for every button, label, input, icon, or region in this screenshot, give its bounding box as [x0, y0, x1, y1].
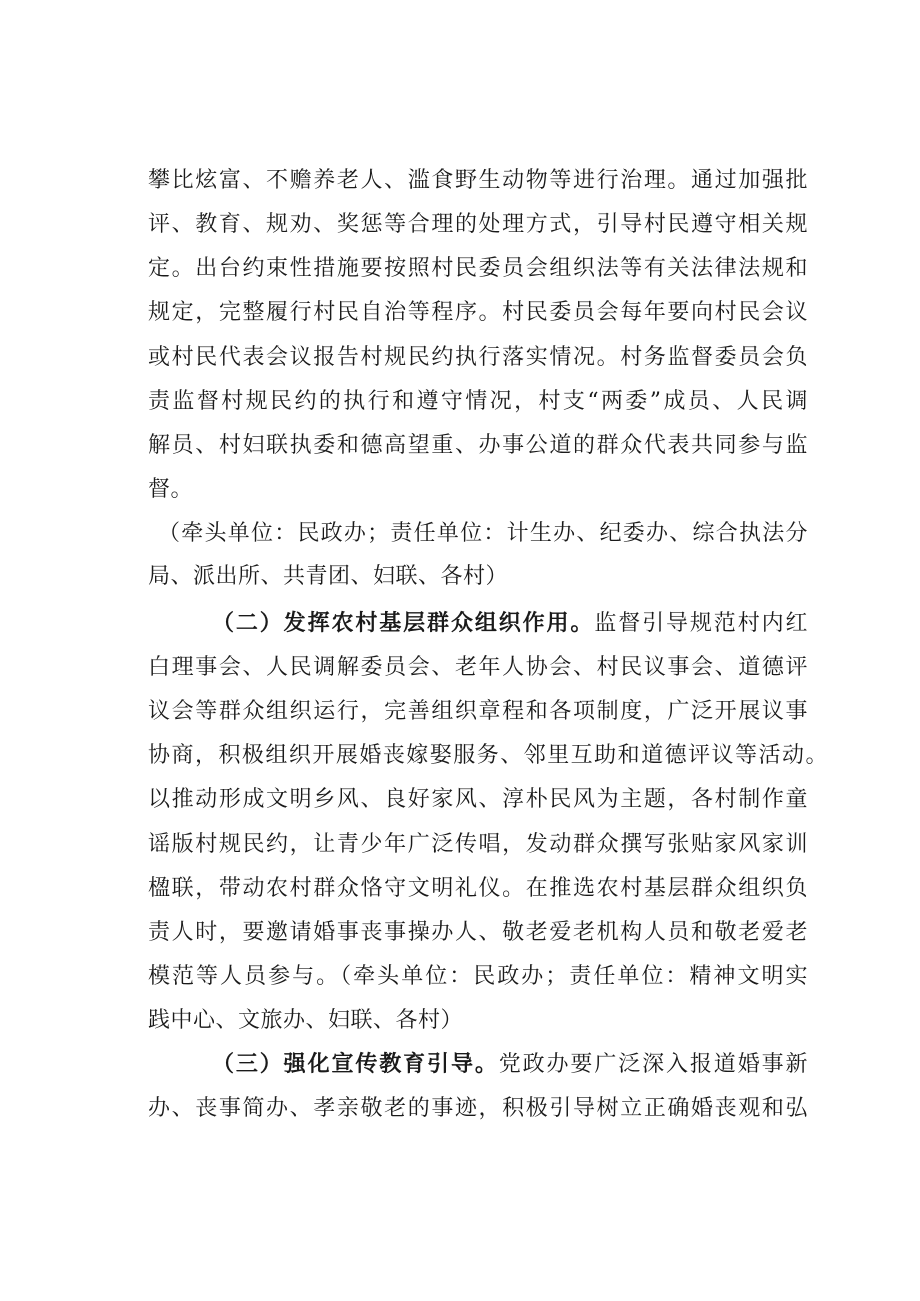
paragraph-line: 以推动形成文明乡风、良好家风、淳朴民风为主题，各村制作童	[148, 787, 808, 812]
paragraph-line: 或村民代表会议报告村规民约执行落实情况。村务监督委员会负	[148, 345, 808, 370]
paragraph-line: 责监督村规民约的执行和遵守情况，村支“两委”成员、人民调	[148, 389, 808, 414]
section-heading: （二）发挥农村基层群众组织作用。	[212, 611, 595, 636]
paragraph-line: 规定，完整履行村民自治等程序。村民委员会每年要向村民会议	[148, 300, 808, 325]
section-text: 监督引导规范村内红	[594, 611, 808, 636]
paragraph-line: 攀比炫富、不赡养老人、滥食野生动物等进行治理。通过加强批	[148, 168, 808, 193]
paragraph-line: 定。出台约束性措施要按照村民委员会组织法等有关法律法规和	[148, 256, 808, 281]
paragraph-line: 协商，积极组织开展婚丧嫁娶服务、邻里互助和道德评议等活动。	[148, 743, 828, 768]
paragraph-line: 议会等群众组织运行，完善组织章程和各项制度，广泛开展议事	[148, 699, 808, 724]
responsibility-note: 局、派出所、共青团、妇联、各村）	[148, 564, 509, 589]
responsibility-note: （牵头单位：民政办；责任单位：计生办、纪委办、综合执法分	[158, 521, 808, 546]
paragraph-line: 解员、村妇联执委和德高望重、办事公道的群众代表共同参与监	[148, 433, 808, 458]
paragraph-line: 楹联，带动农村群众恪守文明礼仪。在推选农村基层群众组织负	[148, 876, 808, 901]
paragraph-line: 评、教育、规劝、奖惩等合理的处理方式，引导村民遵守相关规	[148, 212, 808, 237]
paragraph-line: 白理事会、人民调解委员会、老年人协会、村民议事会、道德评	[148, 655, 808, 680]
section-heading: （三）强化宣传教育引导。	[212, 1052, 499, 1077]
paragraph-line: 办、丧事简办、孝亲敬老的事迹，积极引导树立正确婚丧观和弘	[148, 1096, 808, 1121]
paragraph-line: 责人时，要邀请婚事丧事操办人、敬老爱老机构人员和敬老爱老	[148, 920, 808, 945]
paragraph-line: 模范等人员参与。（牵头单位：民政办；责任单位：精神文明实	[148, 964, 808, 989]
section-text: 党政办要广泛深入报道婚事新	[498, 1052, 808, 1077]
section-first-line	[212, 604, 808, 644]
section-first-line	[212, 1045, 808, 1085]
paragraph-line: 践中心、文旅办、妇联、各村）	[148, 1008, 464, 1033]
paragraph-line: 谣版村规民约，让青少年广泛传唱，发动群众撰写张贴家风家训	[148, 832, 808, 857]
paragraph-line: 督。	[148, 477, 194, 502]
